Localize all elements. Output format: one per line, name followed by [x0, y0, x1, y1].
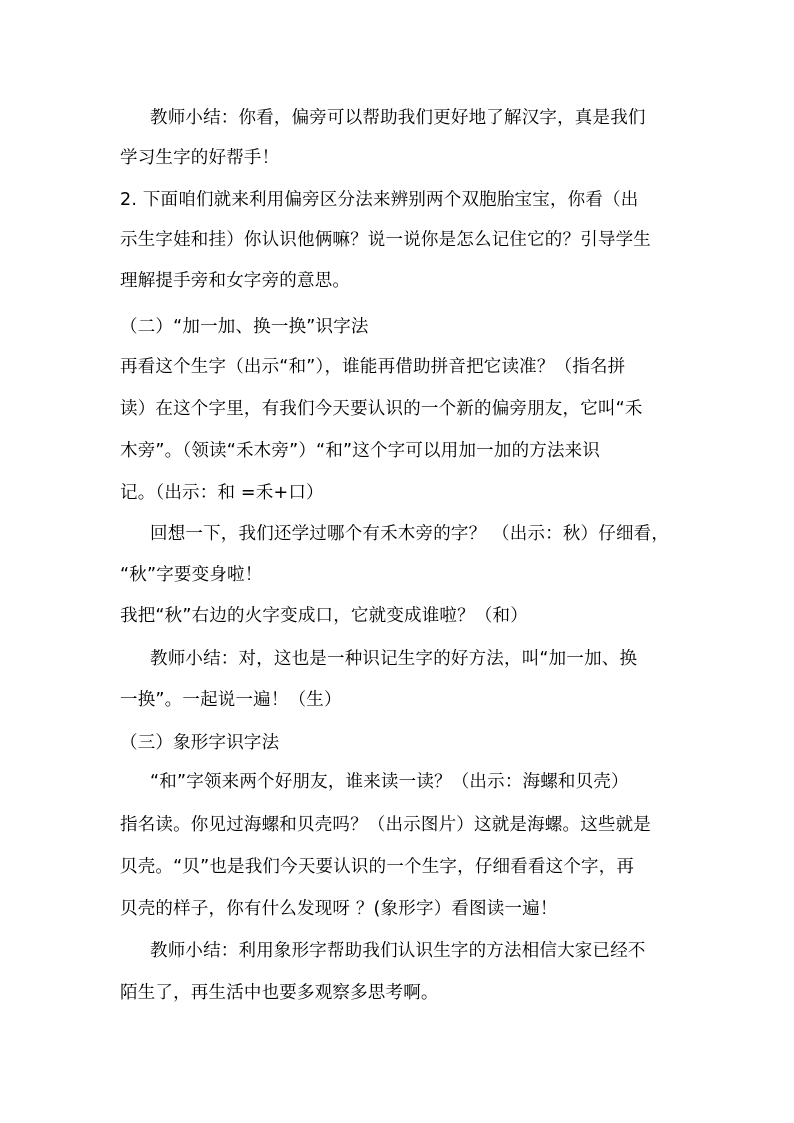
- text-line: 理解提手旁和女字旁的意思。: [120, 271, 351, 291]
- text-line: 再看这个生字（出示“和”），谁能再借助拼音把它读准？（指名拼: [120, 357, 626, 377]
- text-line: 2. 下面咱们就来利用偏旁区分法来辨别两个双胞胎宝宝，你看（出: [120, 190, 639, 210]
- section-heading: （三）象形字识字法: [120, 733, 280, 753]
- text-line: 记。（出示：和 =禾+口）: [120, 483, 324, 503]
- text-line: 读）在这个字里，有我们今天要认识的一个新的偏旁朋友，它叫“禾: [120, 399, 643, 419]
- text-line: 回想一下，我们还学过哪个有禾木旁的字？ （出示：秋）仔细看，: [150, 524, 670, 544]
- text-line: 教师小结：对，这也是一种识记生字的好方法，叫“加一加、换: [150, 649, 638, 669]
- text-line: 教师小结：利用象形字帮助我们认识生字的方法相信大家已经不: [150, 941, 646, 961]
- text-line: 教师小结：你看，偏旁可以帮助我们更好地了解汉字，真是我们: [150, 108, 646, 128]
- section-heading: （二）“加一加、换一换”识字法: [120, 317, 369, 337]
- text-line: 木旁”。（领读“禾木旁”）“和”这个字可以用加一加的方法来识: [120, 441, 601, 461]
- text-line: 贝壳的样子，你有什么发现呀 ？(象形字）看图读一遍！: [120, 899, 558, 919]
- text-line: 我把“秋”右边的火字变成口，它就变成谁啦？（和）: [120, 606, 528, 626]
- text-line: 一换”。一起说一遍！（生）: [120, 690, 342, 710]
- text-line: 贝壳。“贝”也是我们今天要认识的一个生字，仔细看看这个字，再: [120, 857, 635, 877]
- text-line: “和”字领来两个好朋友，谁来读一读？（出示：海螺和贝壳）: [150, 772, 629, 792]
- text-line: 示生字娃和挂）你认识他俩嘛？说一说你是怎么记住它的？引导学生: [120, 230, 651, 250]
- text-line: 指名读。你见过海螺和贝壳吗？（出示图片）这就是海螺。这些就是: [120, 815, 651, 835]
- text-line: 学习生字的好帮手！: [120, 148, 280, 168]
- text-line: “秋”字要变身啦！: [120, 565, 263, 585]
- text-line: 陌生了，再生活中也要多观察多思考啊。: [120, 983, 439, 1003]
